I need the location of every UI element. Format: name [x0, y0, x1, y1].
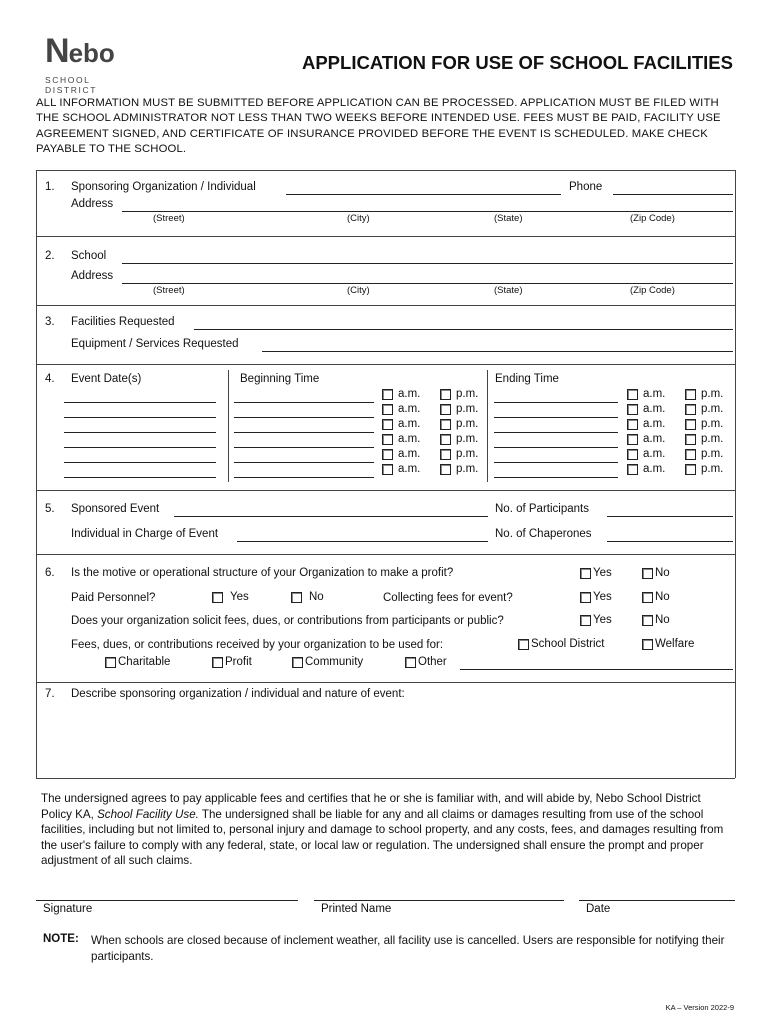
end-pm-option[interactable] — [685, 388, 723, 400]
checkbox[interactable] — [685, 389, 696, 400]
solicit-question: Does your organization solicit fees, dues, or contributions from participants or public? — [71, 615, 504, 627]
begin-time-field[interactable] — [234, 447, 374, 448]
sponsoring-org-field[interactable] — [286, 194, 561, 195]
event-date-field[interactable] — [64, 417, 216, 418]
section-5-number: 5. — [45, 503, 55, 515]
begin-time-field[interactable] — [234, 432, 374, 433]
begin-pm-option[interactable] — [440, 388, 478, 400]
am-label: a.m. — [398, 403, 421, 415]
section-7-number: 7. — [45, 688, 55, 700]
am-label: a.m. — [643, 403, 666, 415]
begin-time-field[interactable] — [234, 477, 374, 478]
section-1-number: 1. — [45, 181, 55, 193]
checkbox[interactable] — [627, 419, 638, 430]
date-field[interactable] — [579, 900, 735, 901]
pm-label: p.m. — [456, 388, 479, 400]
ending-time-label: Ending Time — [495, 373, 559, 385]
checkbox[interactable] — [212, 592, 223, 603]
column-divider — [487, 370, 488, 482]
used-for-question: Fees, dues, or contributions received by your organization to be used for: — [71, 639, 444, 651]
personnel-no-option[interactable] — [291, 591, 324, 603]
end-am-option[interactable] — [627, 388, 665, 400]
event-dates-label: Event Date(s) — [71, 373, 142, 385]
section-6-number: 6. — [45, 567, 55, 579]
checkbox[interactable] — [685, 449, 696, 460]
community-option[interactable] — [292, 656, 363, 668]
end-am-option[interactable] — [627, 403, 665, 415]
checkbox[interactable] — [440, 464, 451, 475]
logo-name-rest: ebo — [68, 38, 115, 68]
end-time-field[interactable] — [494, 402, 618, 403]
divider — [36, 236, 735, 237]
pm-label: p.m. — [456, 433, 479, 445]
equipment-field[interactable] — [262, 351, 733, 352]
checkbox[interactable] — [382, 434, 393, 445]
no-label: No — [655, 591, 670, 603]
facilities-label: Facilities Requested — [71, 316, 175, 328]
agreement-text — [41, 791, 733, 869]
checkbox[interactable] — [642, 615, 653, 626]
street-caption: (Street) — [153, 213, 185, 224]
in-charge-label: Individual in Charge of Event — [71, 528, 219, 540]
divider — [36, 305, 735, 306]
begin-pm-option[interactable] — [440, 403, 478, 415]
solicit-yes-option[interactable] — [580, 614, 612, 626]
address-field[interactable] — [122, 211, 733, 212]
section-4-number: 4. — [45, 373, 55, 385]
charitable-option[interactable] — [105, 656, 170, 668]
signature-field[interactable] — [36, 900, 298, 901]
city-caption: (City) — [347, 285, 370, 296]
other-label: Other — [418, 656, 447, 668]
zip-caption: (Zip Code) — [630, 285, 675, 296]
begin-am-option[interactable] — [382, 418, 420, 430]
note-label: NOTE: — [43, 933, 79, 945]
checkbox[interactable] — [642, 568, 653, 579]
profit-no-option[interactable] — [642, 567, 670, 579]
phone-label: Phone — [569, 181, 603, 193]
divider — [36, 490, 735, 491]
section-3-number: 3. — [45, 316, 55, 328]
begin-pm-option[interactable] — [440, 463, 478, 475]
checkbox[interactable] — [685, 464, 696, 475]
pm-label: p.m. — [456, 448, 479, 460]
yes-label: Yes — [593, 567, 612, 579]
checkbox[interactable] — [440, 434, 451, 445]
pm-label: p.m. — [701, 418, 724, 430]
nebo-logo — [45, 32, 145, 95]
logo-subtitle: SCHOOL DISTRICT — [45, 75, 97, 95]
end-am-option[interactable] — [627, 433, 665, 445]
event-date-field[interactable] — [64, 402, 216, 403]
describe-textarea[interactable] — [37, 700, 735, 777]
end-am-option[interactable] — [627, 463, 665, 475]
checkbox[interactable] — [382, 419, 393, 430]
am-label: a.m. — [398, 433, 421, 445]
agreement-part-1: The undersigned agrees to pay applicable fees and certifies that he or she is familiar with, and will abide by, Nebo School District Policy KA, — [41, 792, 701, 821]
sponsored-event-field[interactable] — [174, 516, 488, 517]
begin-time-field[interactable] — [234, 402, 374, 403]
pm-label: p.m. — [456, 403, 479, 415]
solicit-no-option[interactable] — [642, 614, 670, 626]
checkbox[interactable] — [642, 592, 653, 603]
form-border-left — [36, 170, 37, 778]
end-time-field[interactable] — [494, 477, 618, 478]
profit-question: Is the motive or operational structure of your Organization to make a profit? — [71, 567, 454, 579]
divider — [36, 364, 735, 365]
charitable-label: Charitable — [118, 656, 171, 668]
checkbox[interactable] — [642, 639, 653, 650]
checkbox[interactable] — [405, 657, 416, 668]
intro-text: ALL INFORMATION MUST BE SUBMITTED BEFORE APPLICATION CAN BE PROCESSED. APPLICATION MUST BE FILED WITH THE SCHOOL ADMINISTRATOR NOT LESS THAN TWO WEEKS BEFORE INTENDED USE. FEES MUST BE PAID, FACILITY USE AGREEMENT SIGNED, AND CERTIFICATE OF INSURANCE PROVIDED BEFORE THE EVENT IS SCHEDULED. MAKE CHECK PAYABLE TO THE SCHOOL. — [36, 97, 721, 155]
page-title: APPLICATION FOR USE OF SCHOOL FACILITIES — [301, 52, 733, 73]
participants-label: No. of Participants — [495, 503, 589, 515]
pm-label: p.m. — [701, 403, 724, 415]
school-field[interactable] — [122, 263, 733, 264]
end-time-field[interactable] — [494, 447, 618, 448]
am-label: a.m. — [398, 388, 421, 400]
yes-label: Yes — [593, 591, 612, 603]
chaperones-label: No. of Chaperones — [495, 528, 592, 540]
printed-name-field[interactable] — [314, 900, 564, 901]
end-pm-option[interactable] — [685, 463, 723, 475]
agreement-part-2: The undersigned shall be liable for any and all claims or damages resulting from use of the school facilities, including but not limited to, personal injury and damage to school property, and any costs, fees, and damages resulting from the user's failure to comply with any federal, state, or local law or regulation. The undersigned shall ensure the prompt and proper adjustment of all such claims. — [41, 807, 724, 868]
yes-label: Yes — [593, 614, 612, 626]
no-label: No — [655, 567, 670, 579]
school-address-label: Address — [71, 270, 114, 282]
policy-title: School Facility Use. — [97, 807, 199, 821]
phone-field[interactable] — [613, 194, 733, 195]
end-time-field[interactable] — [494, 462, 618, 463]
checkbox[interactable] — [292, 657, 303, 668]
divider — [36, 682, 735, 683]
begin-pm-option[interactable] — [440, 448, 478, 460]
date-label: Date — [586, 903, 611, 915]
end-pm-option[interactable] — [685, 433, 723, 445]
checkbox[interactable] — [382, 404, 393, 415]
personnel-yes-option[interactable] — [212, 591, 249, 603]
school-address-field[interactable] — [122, 283, 733, 284]
column-divider — [228, 370, 229, 482]
am-label: a.m. — [643, 463, 666, 475]
pm-label: p.m. — [456, 418, 479, 430]
sponsored-event-label: Sponsored Event — [71, 503, 160, 515]
end-pm-option[interactable] — [685, 448, 723, 460]
school-label: School — [71, 250, 107, 262]
other-field[interactable] — [460, 669, 733, 670]
zip-caption: (Zip Code) — [630, 213, 675, 224]
event-date-field[interactable] — [64, 432, 216, 433]
pm-label: p.m. — [701, 433, 724, 445]
begin-time-field[interactable] — [234, 417, 374, 418]
pm-label: p.m. — [456, 463, 479, 475]
street-caption: (Street) — [153, 285, 185, 296]
yes-label: Yes — [230, 591, 249, 603]
sponsoring-org-label: Sponsoring Organization / Individual — [71, 181, 256, 193]
beginning-time-label: Beginning Time — [240, 373, 320, 385]
end-pm-option[interactable] — [685, 418, 723, 430]
form-border-right — [735, 170, 736, 778]
profit-yes-option[interactable] — [580, 567, 612, 579]
checkbox[interactable] — [440, 419, 451, 430]
pm-label: p.m. — [701, 448, 724, 460]
state-caption: (State) — [494, 285, 523, 296]
pm-label: p.m. — [701, 388, 724, 400]
state-caption: (State) — [494, 213, 523, 224]
version-label: KA – Version 2022-9 — [665, 1003, 734, 1012]
printed-name-label: Printed Name — [321, 903, 392, 915]
am-label: a.m. — [643, 448, 666, 460]
divider — [36, 170, 735, 171]
profit-use-option[interactable] — [212, 656, 252, 668]
checkbox[interactable] — [440, 404, 451, 415]
am-label: a.m. — [643, 433, 666, 445]
checkbox[interactable] — [518, 639, 529, 650]
checkbox[interactable] — [627, 404, 638, 415]
facilities-field[interactable] — [194, 329, 733, 330]
end-time-field[interactable] — [494, 417, 618, 418]
end-am-option[interactable] — [627, 418, 665, 430]
begin-am-option[interactable] — [382, 448, 420, 460]
begin-am-option[interactable] — [382, 403, 420, 415]
collecting-yes-option[interactable] — [580, 591, 612, 603]
begin-pm-option[interactable] — [440, 418, 478, 430]
equipment-label: Equipment / Services Requested — [71, 338, 239, 350]
end-pm-option[interactable] — [685, 403, 723, 415]
end-time-field[interactable] — [494, 432, 618, 433]
participants-field[interactable] — [607, 516, 733, 517]
welfare-option[interactable] — [642, 638, 694, 650]
address-label: Address — [71, 198, 114, 210]
am-label: a.m. — [398, 418, 421, 430]
checkbox[interactable] — [685, 434, 696, 445]
begin-pm-option[interactable] — [440, 433, 478, 445]
collecting-no-option[interactable] — [642, 591, 670, 603]
checkbox[interactable] — [105, 657, 116, 668]
event-date-field[interactable] — [64, 447, 216, 448]
begin-am-option[interactable] — [382, 463, 420, 475]
section-2-number: 2. — [45, 250, 55, 262]
checkbox[interactable] — [627, 389, 638, 400]
checkbox[interactable] — [580, 615, 591, 626]
no-label: No — [655, 614, 670, 626]
checkbox[interactable] — [440, 389, 451, 400]
begin-time-field[interactable] — [234, 462, 374, 463]
checkbox[interactable] — [627, 464, 638, 475]
checkbox[interactable] — [382, 464, 393, 475]
end-am-option[interactable] — [627, 448, 665, 460]
event-date-field[interactable] — [64, 477, 216, 478]
am-label: a.m. — [643, 388, 666, 400]
checkbox[interactable] — [382, 389, 393, 400]
event-date-field[interactable] — [64, 462, 216, 463]
paid-personnel-question: Paid Personnel? — [71, 592, 156, 604]
begin-am-option[interactable] — [382, 433, 420, 445]
in-charge-field[interactable] — [237, 541, 488, 542]
checkbox[interactable] — [382, 449, 393, 460]
divider — [36, 554, 735, 555]
no-label: No — [309, 591, 324, 603]
note-text: When schools are closed because of inclement weather, all facility use is cancelled. Users are responsible for notifying their participants. — [91, 934, 725, 963]
collecting-fees-question: Collecting fees for event? — [383, 592, 513, 604]
describe-label: Describe sponsoring organization / individual and nature of event: — [71, 688, 405, 700]
checkbox[interactable] — [212, 657, 223, 668]
school-district-option[interactable] — [518, 638, 605, 650]
checkbox[interactable] — [580, 592, 591, 603]
welfare-label: Welfare — [655, 638, 695, 650]
school-district-label: School District — [531, 638, 605, 650]
checkbox[interactable] — [627, 434, 638, 445]
pm-label: p.m. — [701, 463, 724, 475]
am-label: a.m. — [398, 463, 421, 475]
checkbox[interactable] — [685, 419, 696, 430]
divider — [36, 778, 735, 779]
signature-label: Signature — [43, 903, 93, 915]
chaperones-field[interactable] — [607, 541, 733, 542]
am-label: a.m. — [398, 448, 421, 460]
community-label: Community — [305, 656, 364, 668]
checkbox[interactable] — [291, 592, 302, 603]
checkbox[interactable] — [440, 449, 451, 460]
begin-am-option[interactable] — [382, 388, 420, 400]
city-caption: (City) — [347, 213, 370, 224]
logo-letter-n: N — [45, 32, 69, 70]
checkbox[interactable] — [627, 449, 638, 460]
other-option[interactable] — [405, 656, 447, 668]
checkbox[interactable] — [580, 568, 591, 579]
am-label: a.m. — [643, 418, 666, 430]
checkbox[interactable] — [685, 404, 696, 415]
profit-label: Profit — [225, 656, 252, 668]
